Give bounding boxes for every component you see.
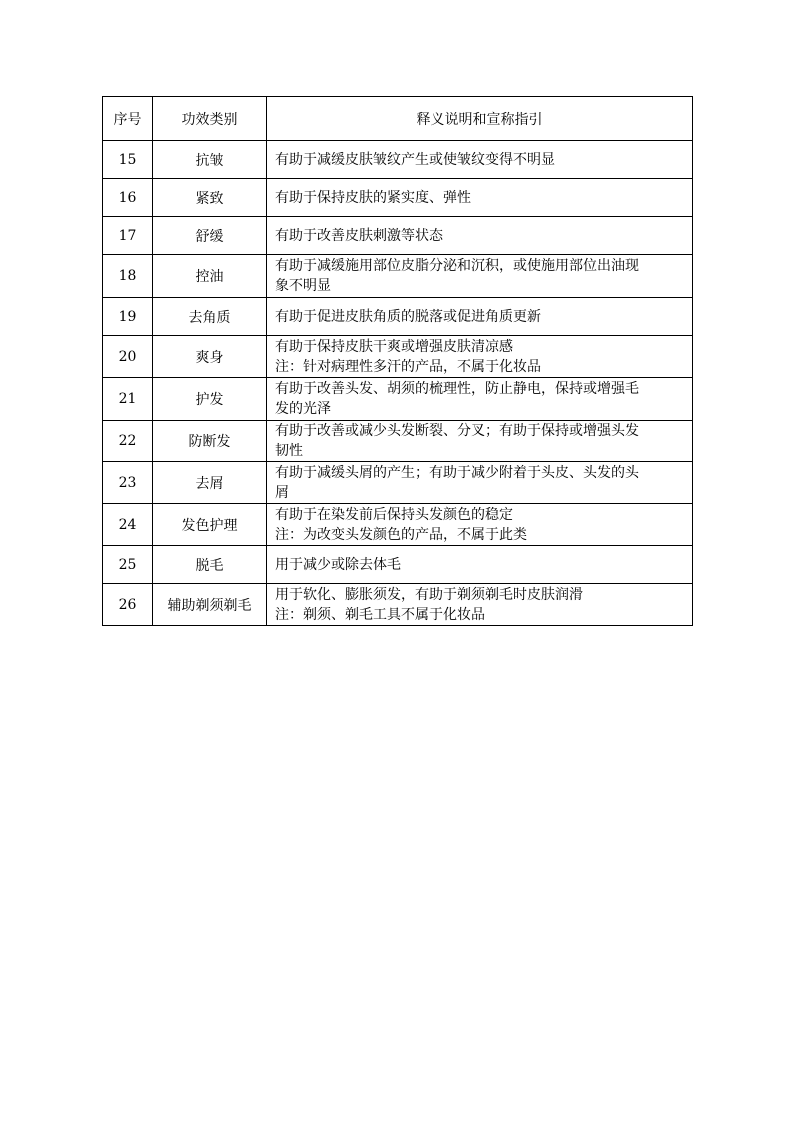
row-description [267,141,693,179]
table-row [103,298,693,336]
row-no: 25 [103,546,153,584]
description-line: 有助于改善或减少头发断裂、分叉；有助于保持或增强头发 [275,423,639,439]
table-body [103,141,693,626]
row-description [267,504,693,546]
row-no: 18 [103,255,153,298]
table-row [103,217,693,255]
row-no: 20 [103,336,153,378]
row-description [267,584,693,626]
table-row [103,546,693,584]
description-line: 象不明显 [275,278,331,294]
row-description [267,255,693,298]
row-description [267,217,693,255]
row-category: 紧致 [153,179,267,217]
header-no: 序号 [103,97,153,141]
description-note: 注：针对病理性多汗的产品，不属于化妆品 [275,358,541,375]
row-category: 抗皱 [153,141,267,179]
header-description: 释义说明和宣称指引 [267,97,693,141]
row-category: 爽身 [153,336,267,378]
description-line: 有助于减缓皮肤皱纹产生或使皱纹变得不明显 [275,151,555,168]
table-row [103,255,693,298]
row-description [267,298,693,336]
row-category: 护发 [153,378,267,421]
row-no: 21 [103,378,153,421]
description-line: 用于减少或除去体毛 [275,556,401,573]
table-row [103,141,693,179]
description-line: 有助于在染发前后保持头发颜色的稳定 [275,506,513,523]
row-description [267,336,693,378]
description-line: 有助于减缓施用部位皮脂分泌和沉积，或使施用部位出油现 [275,258,639,274]
row-no: 23 [103,462,153,504]
description-note: 注：为改变头发颜色的产品，不属于此类 [275,526,527,543]
header-category: 功效类别 [153,97,267,141]
description-note: 注：剃须、剃毛工具不属于化妆品 [275,606,485,623]
table-row [103,584,693,626]
row-description [267,421,693,462]
description-line: 有助于减缓头屑的产生；有助于减少附着于头皮、头发的头 [275,464,639,481]
row-category: 去屑 [153,462,267,504]
row-category: 舒缓 [153,217,267,255]
row-category: 发色护理 [153,504,267,546]
row-category: 防断发 [153,421,267,462]
description-line: 有助于保持皮肤的紧实度、弹性 [275,189,471,206]
description-line: 用于软化、膨胀须发，有助于剃须剃毛时皮肤润滑 [275,586,583,603]
table-row [103,504,693,546]
row-category: 去角质 [153,298,267,336]
table-header [103,97,693,141]
row-no: 22 [103,421,153,462]
efficacy-table [102,96,693,626]
description-line: 屑 [275,484,289,501]
description-line: 有助于促进皮肤角质的脱落或促进角质更新 [275,308,541,325]
table-row [103,462,693,504]
description-line: 有助于保持皮肤干爽或增强皮肤清凉感 [275,338,513,355]
description-line: 发的光泽 [275,401,331,417]
row-no: 26 [103,584,153,626]
row-category: 脱毛 [153,546,267,584]
table-row [103,179,693,217]
row-category: 辅助剃须剃毛 [153,584,267,626]
row-description [267,462,693,504]
row-description [267,179,693,217]
table-row [103,421,693,462]
table-row [103,378,693,421]
row-description [267,378,693,421]
row-category: 控油 [153,255,267,298]
description-line: 有助于改善头发、胡须的梳理性，防止静电，保持或增强毛 [275,381,639,397]
row-no: 24 [103,504,153,546]
description-line: 有助于改善皮肤刺激等状态 [275,227,443,244]
row-no: 19 [103,298,153,336]
row-no: 17 [103,217,153,255]
header-row [103,97,693,141]
row-no: 15 [103,141,153,179]
row-no: 16 [103,179,153,217]
row-description [267,546,693,584]
table-row [103,336,693,378]
description-line: 韧性 [275,443,303,459]
